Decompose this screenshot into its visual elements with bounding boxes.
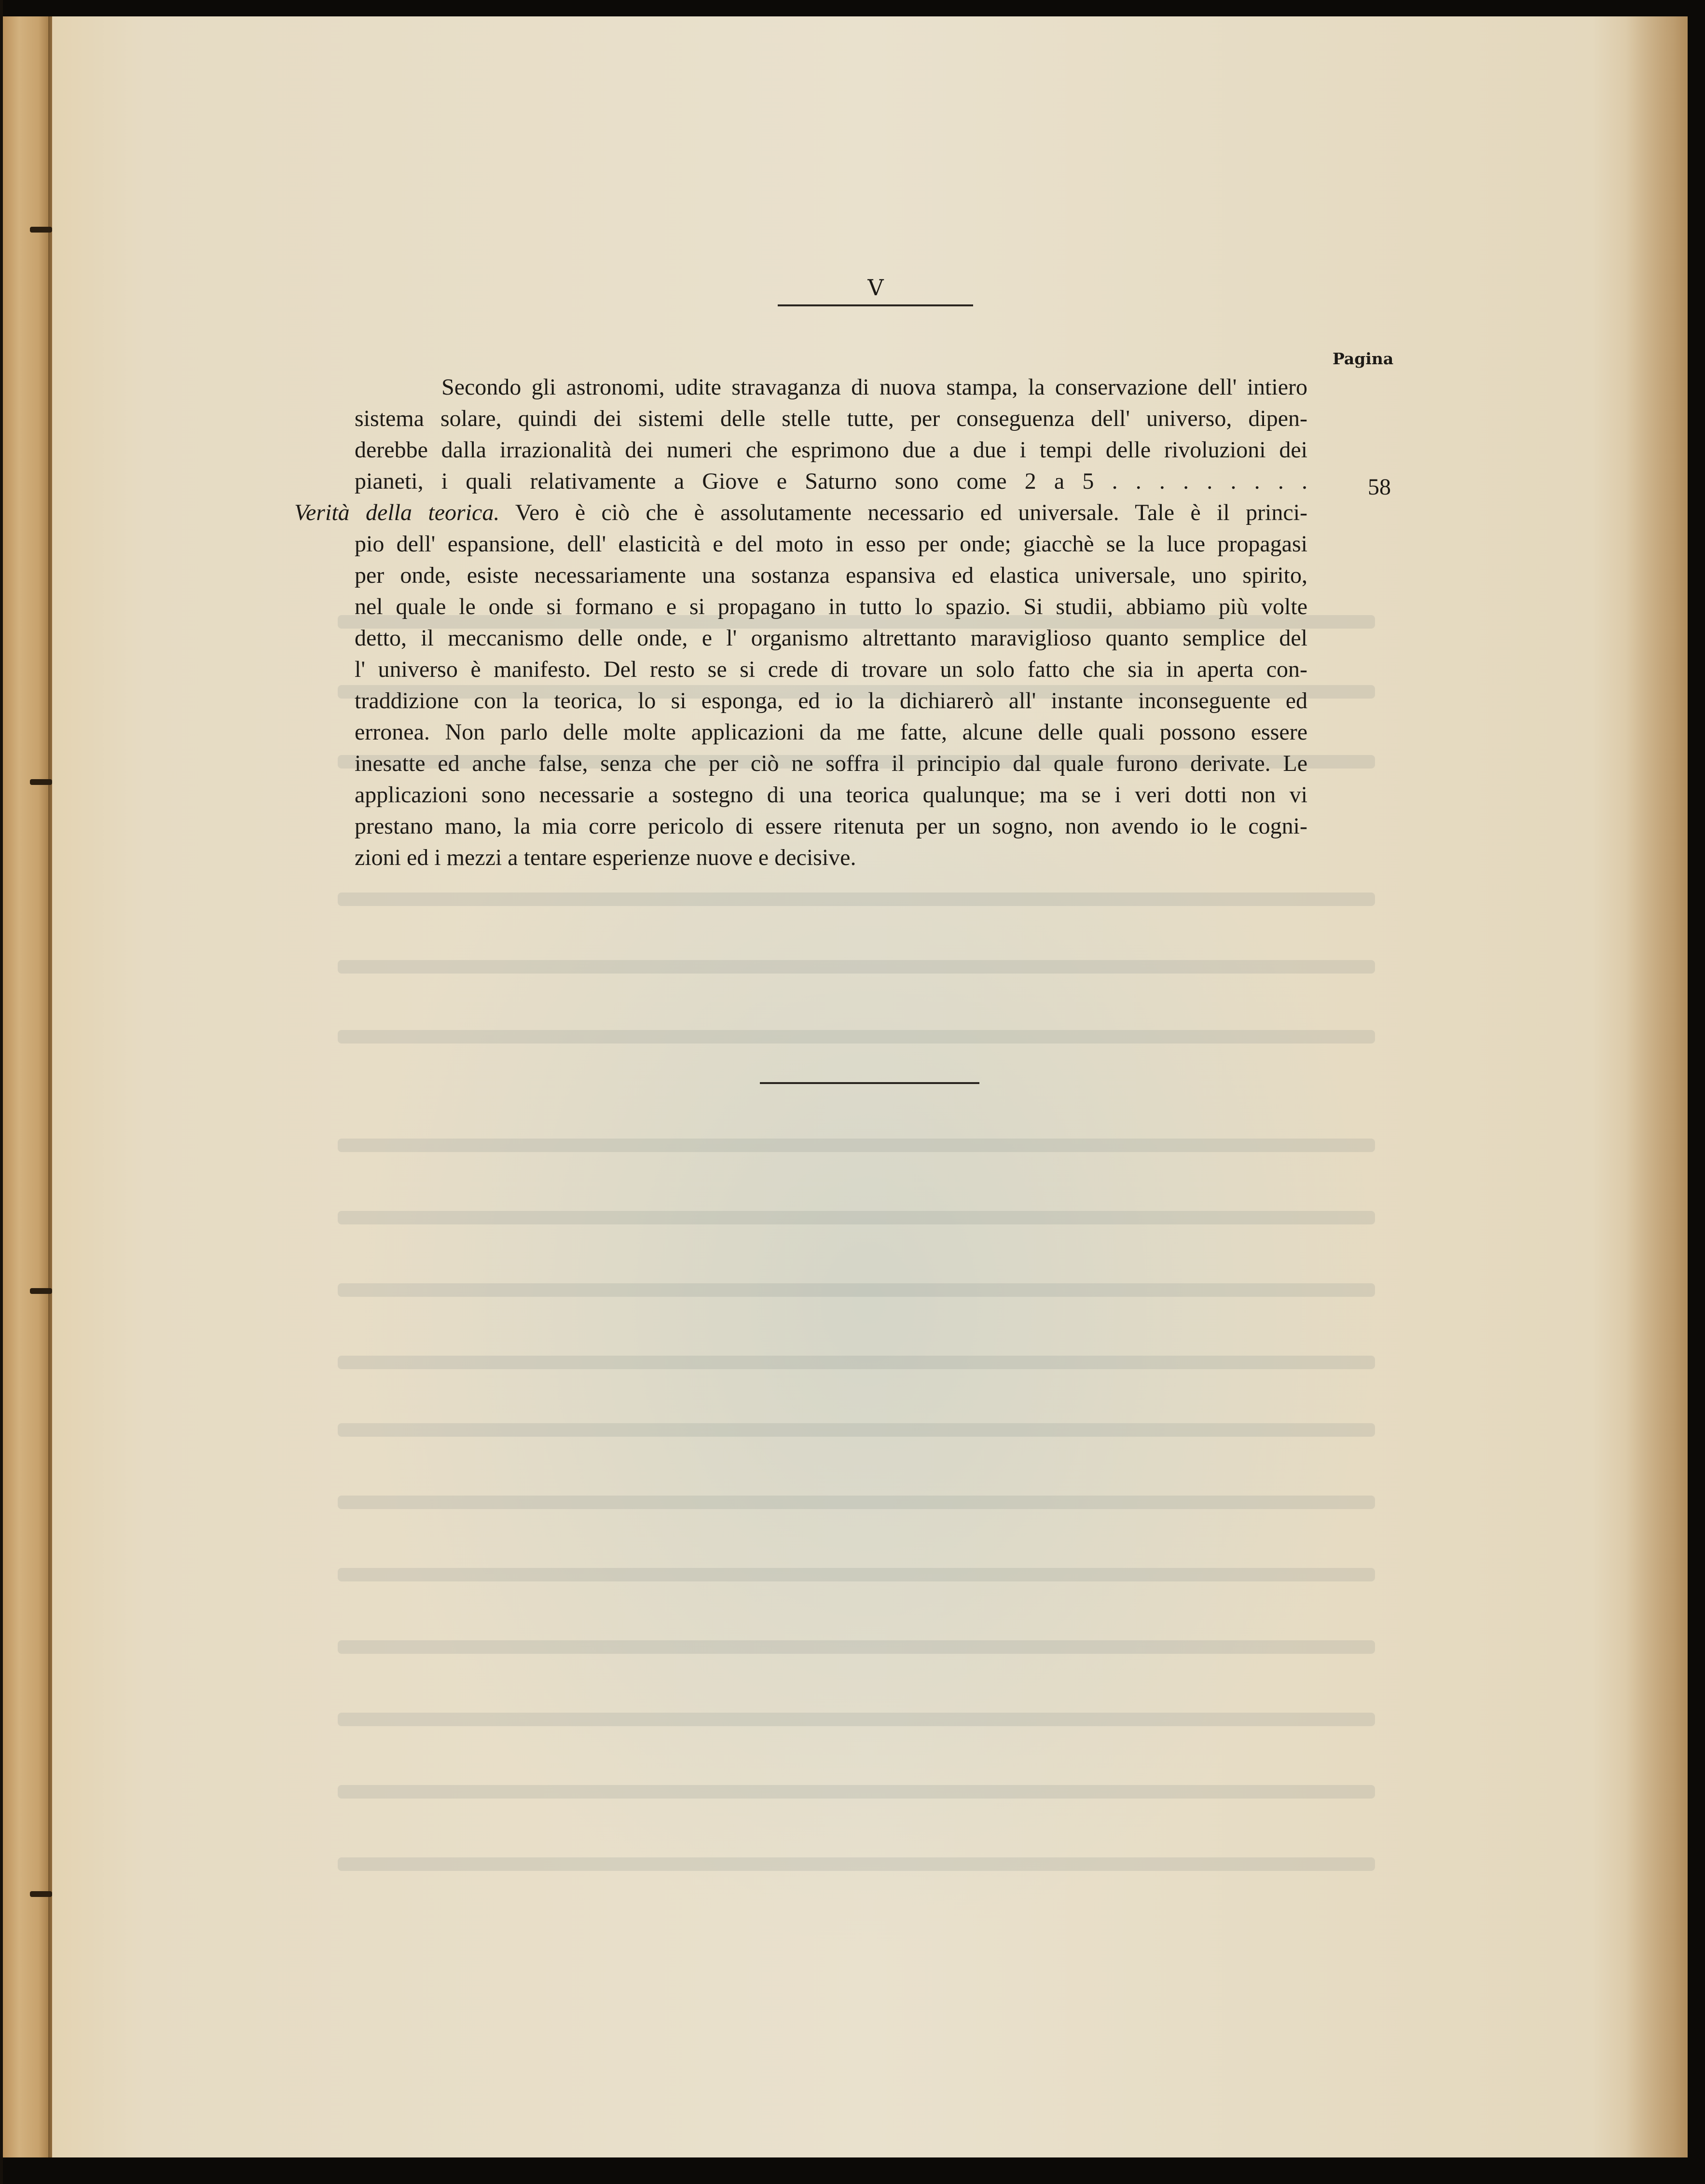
toc-line: nel quale le onde si formano e si propagano in tutto lo spazio. Si studii, abbiamo più volte [355,594,1307,619]
entry-lead: Verità della teorica. [294,500,500,525]
toc-line-text: Vero è ciò che è assolutamente necessario ed universale. Tale è il princi- [499,500,1308,525]
show-through-line [338,1785,1375,1799]
end-rule [760,1082,979,1084]
scan-border-bottom [0,2157,1705,2184]
show-through-line [338,1568,1375,1581]
scan-border-right [1688,0,1705,2184]
show-through-line [338,1283,1375,1297]
toc-line: prestano mano, la mia corre pericolo di essere ritenuta per un sogno, non avendo io le cogni- [355,813,1307,839]
section-numeral: V [867,275,884,301]
show-through-line [338,1713,1375,1726]
binding-stitch [30,779,52,785]
show-through-line [338,960,1375,974]
page-reference: 58 [1368,474,1391,500]
show-through-line [338,1423,1375,1437]
toc-line: derebbe dalla irrazionalità dei numeri che esprimono due a due i tempi delle rivoluzioni dei [355,437,1307,463]
binding-stitch [30,227,52,233]
binding-stitch [30,1891,52,1897]
binding-fold [48,16,52,2157]
toc-line: pianeti, i quali relativamente a Giove e Saturno sono come 2 a 5 . . . . . . . . . [355,468,1307,494]
scan-border-top [0,0,1705,16]
toc-line: sistema solare, quindi dei sistemi delle stelle tutte, per conseguenza dell' universo, dipen- [355,406,1307,431]
toc-line: detto, il meccanismo delle onde, e l' organismo altrettanto maraviglioso quanto semplice del [355,625,1307,651]
show-through-line [338,1139,1375,1152]
table-of-contents-body [294,371,1308,873]
page-binding [0,16,52,2157]
toc-line: inesatte ed anche false, senza che per ciò ne soffra il principio dal quale furono derivate. Le [355,751,1307,776]
show-through-line [338,1640,1375,1654]
show-through-line [338,1211,1375,1224]
toc-line [294,497,1307,528]
scan-border-left [0,0,3,2184]
pagina-label: Pagina [1333,349,1394,368]
toc-line: applicazioni sono necessarie a sostegno di una teorica qualunque; ma se i veri dotti non vi [355,782,1307,808]
toc-line: traddizione con la teorica, lo si esponga, ed io la dichiarerò all' instante inconseguente ed [355,688,1307,714]
show-through-line [338,1857,1375,1871]
show-through-line [338,1030,1375,1044]
toc-line: zioni ed i mezzi a tentare esperienze nuove e decisive. [355,845,856,870]
toc-line: Secondo gli astronomi, udite stravaganza di nuova stampa, la conservazione dell' intiero [441,374,1307,400]
toc-line: erronea. Non parlo delle molte applicazioni da me fatte, alcune delle quali possono essere [355,719,1307,745]
header-rule [778,304,973,306]
binding-stitch [30,1288,52,1294]
show-through-line [338,1496,1375,1509]
page-edge-shadow [1626,16,1688,2157]
show-through-line [338,1356,1375,1369]
toc-line: pio dell' espansione, dell' elasticità e del moto in esso per onde; giacchè se la luce propagasi [355,531,1307,557]
show-through-line [338,893,1375,906]
toc-line: l' universo è manifesto. Del resto se si crede di trovare un solo fatto che sia in aperta con- [355,657,1307,682]
toc-line: per onde, esiste necessariamente una sostanza espansiva ed elastica universale, uno spirito, [355,563,1307,588]
